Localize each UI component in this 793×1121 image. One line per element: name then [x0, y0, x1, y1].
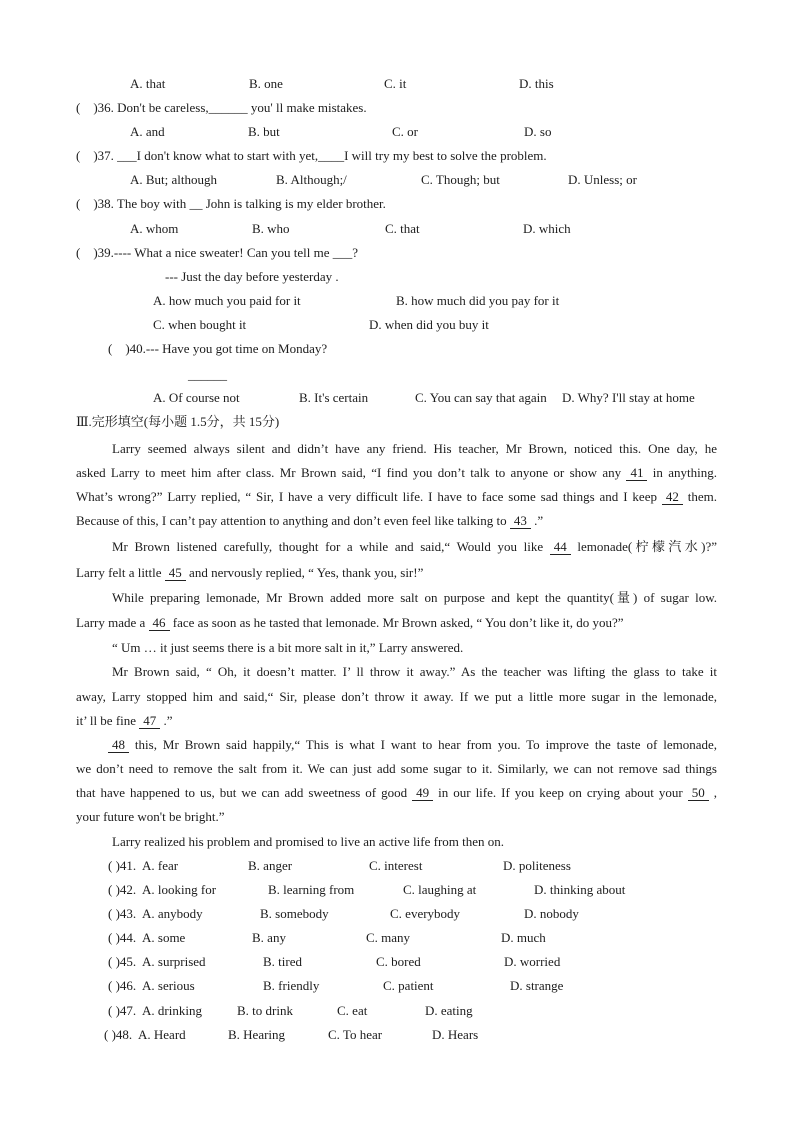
blank-41: 41: [626, 465, 647, 481]
q46-option-a: A. serious: [142, 978, 195, 993]
passage-line: [76, 784, 717, 802]
q36-option-c: C. or: [392, 124, 418, 139]
blank-48: 48: [108, 737, 129, 753]
q40-option-b: B. It's certain: [299, 390, 369, 405]
q48-option-c: C. To hear: [328, 1027, 383, 1042]
passage-line: [76, 488, 717, 506]
passage-text: away, Larry stopped him and said,“ Sir, please don’t throw it away. If we put a little more sugar in the lemonade,: [76, 689, 717, 704]
q44-option-a: A. some: [142, 930, 186, 945]
passage-text: “ Um … it just seems there is a bit more salt in it,” Larry answered.: [112, 640, 464, 655]
q40-stem: ( )40.--- Have you got time on Monday?: [108, 341, 328, 356]
q35-option-a: A. that: [130, 76, 166, 91]
passage-text: Larry felt a little: [76, 565, 165, 580]
q42-option-a: A. looking for: [142, 882, 217, 897]
passage-line: [76, 512, 543, 530]
passage-text: face as soon as he tasted that lemonade. Mr Brown asked, “ You don’t like it, do you?”: [169, 615, 624, 630]
passage-text: .”: [160, 713, 173, 728]
blank-50: 50: [688, 785, 709, 801]
passage-text: ,: [708, 785, 717, 800]
q41-option-d: D. politeness: [503, 858, 571, 873]
q39-option-c: C. when bought it: [153, 317, 247, 332]
q37-option-b: B. Although;/: [276, 172, 347, 187]
q38-option-d: D. which: [523, 221, 571, 236]
passage-line: [76, 688, 717, 706]
q46-number: ( )46.: [108, 978, 137, 993]
q42-option-d: D. thinking about: [534, 882, 626, 897]
q47-number: ( )47.: [108, 1003, 137, 1018]
passage-text: in anything.: [647, 465, 717, 480]
passage-text: Mr Brown said, “ Oh, it doesn’t matter. I’ ll throw it away.” As the teacher was lifting the glass to take it: [112, 664, 717, 679]
blank-43: 43: [510, 513, 531, 529]
passage-text: Because of this, I can’t pay attention to anything and don’t even feel like talking to: [76, 513, 510, 528]
q44-number: ( )44.: [108, 930, 137, 945]
q44-option-d: D. much: [501, 930, 546, 945]
q46-option-c: C. patient: [383, 978, 434, 993]
passage-line: [76, 712, 173, 730]
blank-49: 49: [412, 785, 433, 801]
q44-option-c: C. many: [366, 930, 411, 945]
q48-option-d: D. Hears: [432, 1027, 479, 1042]
q35-option-c: C. it: [384, 76, 407, 91]
passage-line: [108, 736, 717, 754]
q42-number: ( )42.: [108, 882, 137, 897]
q37-option-d: D. Unless; or: [568, 172, 637, 187]
q43-number: ( )43.: [108, 906, 137, 921]
passage-text: it’ ll be fine: [76, 713, 140, 728]
q47-option-a: A. drinking: [142, 1003, 202, 1018]
passage-text: lemonade(柠檬汽水)?”: [570, 539, 717, 554]
q45-option-c: C. bored: [376, 954, 421, 969]
passage-line: [76, 564, 423, 582]
q40-option-c: C. You can say that again: [415, 390, 547, 405]
q35-option-d: D. this: [519, 76, 554, 91]
passage-text: in our life. If you keep on crying about your: [433, 785, 688, 800]
q48-number: ( )48.: [104, 1027, 133, 1042]
passage-line: [112, 589, 717, 607]
passage-line: [76, 614, 624, 632]
q35-option-b: B. one: [249, 76, 283, 91]
q39-option-a: A. how much you paid for it: [153, 293, 301, 308]
q45-number: ( )45.: [108, 954, 137, 969]
passage-text: .”: [530, 513, 544, 528]
q36-option-b: B. but: [248, 124, 280, 139]
q48-option-a: A. Heard: [138, 1027, 186, 1042]
passage-line: [76, 760, 717, 778]
q44-option-b: B. any: [252, 930, 286, 945]
q36-stem: ( )36. Don't be careless,______ you' ll make mistakes.: [76, 100, 367, 115]
passage-text: your future won't be bright.”: [76, 809, 225, 824]
blank-46: 46: [149, 615, 170, 631]
q36-option-d: D. so: [524, 124, 552, 139]
passage-text: Larry realized his problem and promised to live an active life from then on.: [112, 834, 505, 849]
q43-option-d: D. nobody: [524, 906, 579, 921]
q45-option-d: D. worried: [504, 954, 561, 969]
passage-text: that have happened to us, but we can add sweetness of good: [76, 785, 413, 800]
q43-option-a: A. anybody: [142, 906, 203, 921]
cloze-heading: Ⅲ.完形填空(每小题 1.5分，共 15分): [76, 414, 280, 429]
passage-text: Larry made a: [76, 615, 149, 630]
passage-line: [76, 808, 225, 826]
blank-47: 47: [139, 713, 160, 729]
passage-text: we don’t need to remove the salt from it. We can just add some sugar to it. Similarly, we can not remove sad things: [76, 761, 717, 776]
passage-text: and nervously replied, “ Yes, thank you, sir!”: [185, 565, 424, 580]
q39-stem: ( )39.---- What a nice sweater! Can you tell me ___?: [76, 245, 359, 260]
q45-option-b: B. tired: [263, 954, 302, 969]
q40-reply-blank: ______: [188, 367, 227, 382]
q46-option-b: B. friendly: [263, 978, 320, 993]
q39-reply: --- Just the day before yesterday .: [165, 269, 339, 284]
q47-option-c: C. eat: [337, 1003, 368, 1018]
passage-text: this, Mr Brown said happily,“ This is what I want to hear from you. To improve the taste of lemonade,: [129, 737, 717, 752]
q38-option-c: C. that: [385, 221, 420, 236]
q39-option-b: B. how much did you pay for it: [396, 293, 560, 308]
q37-stem: ( )37. ___I don't know what to start with yet,____I will try my best to solve the problem.: [76, 148, 547, 163]
q41-option-a: A. fear: [142, 858, 179, 873]
q42-option-b: B. learning from: [268, 882, 355, 897]
passage-text: them.: [682, 489, 717, 504]
q46-option-d: D. strange: [510, 978, 564, 993]
passage-text: What’s wrong?” Larry replied, “ Sir, I have a very difficult life. I have to face some sad things and I keep: [76, 489, 662, 504]
passage-text: While preparing lemonade, Mr Brown added more salt on purpose and kept the quantity(量) of sugar low.: [112, 590, 717, 605]
blank-45: 45: [165, 565, 186, 581]
passage-line: [112, 440, 717, 458]
q40-option-a: A. Of course not: [153, 390, 240, 405]
q47-option-b: B. to drink: [237, 1003, 293, 1018]
q38-option-a: A. whom: [130, 221, 179, 236]
q38-stem: ( )38. The boy with __ John is talking is my elder brother.: [76, 196, 386, 211]
q43-option-b: B. somebody: [260, 906, 329, 921]
q42-option-c: C. laughing at: [403, 882, 477, 897]
passage-text: Mr Brown listened carefully, thought for a while and said,“ Would you like: [112, 539, 550, 554]
blank-44: 44: [550, 539, 571, 555]
q37-option-a: A. But; although: [130, 172, 218, 187]
q43-option-c: C. everybody: [390, 906, 461, 921]
q39-option-d: D. when did you buy it: [369, 317, 489, 332]
passage-line: [112, 663, 717, 681]
q38-option-b: B. who: [252, 221, 290, 236]
q37-option-c: C. Though; but: [421, 172, 500, 187]
passage-text: asked Larry to meet him after class. Mr Brown said, “I find you don’t talk to anyone or show any: [76, 465, 627, 480]
passage-line: [112, 639, 463, 657]
q41-option-c: C. interest: [369, 858, 423, 873]
q41-option-b: B. anger: [248, 858, 293, 873]
passage-line: [112, 833, 504, 851]
passage-line: [76, 464, 717, 482]
passage-text: Larry seemed always silent and didn’t have any friend. His teacher, Mr Brown, noticed this. One day, he: [112, 441, 717, 456]
q41-number: ( )41.: [108, 858, 137, 873]
q36-option-a: A. and: [130, 124, 165, 139]
blank-42: 42: [662, 489, 683, 505]
q45-option-a: A. surprised: [142, 954, 206, 969]
q40-option-d: D. Why? I'll stay at home: [562, 390, 695, 405]
q48-option-b: B. Hearing: [228, 1027, 286, 1042]
q47-option-d: D. eating: [425, 1003, 473, 1018]
passage-line: [112, 538, 717, 556]
